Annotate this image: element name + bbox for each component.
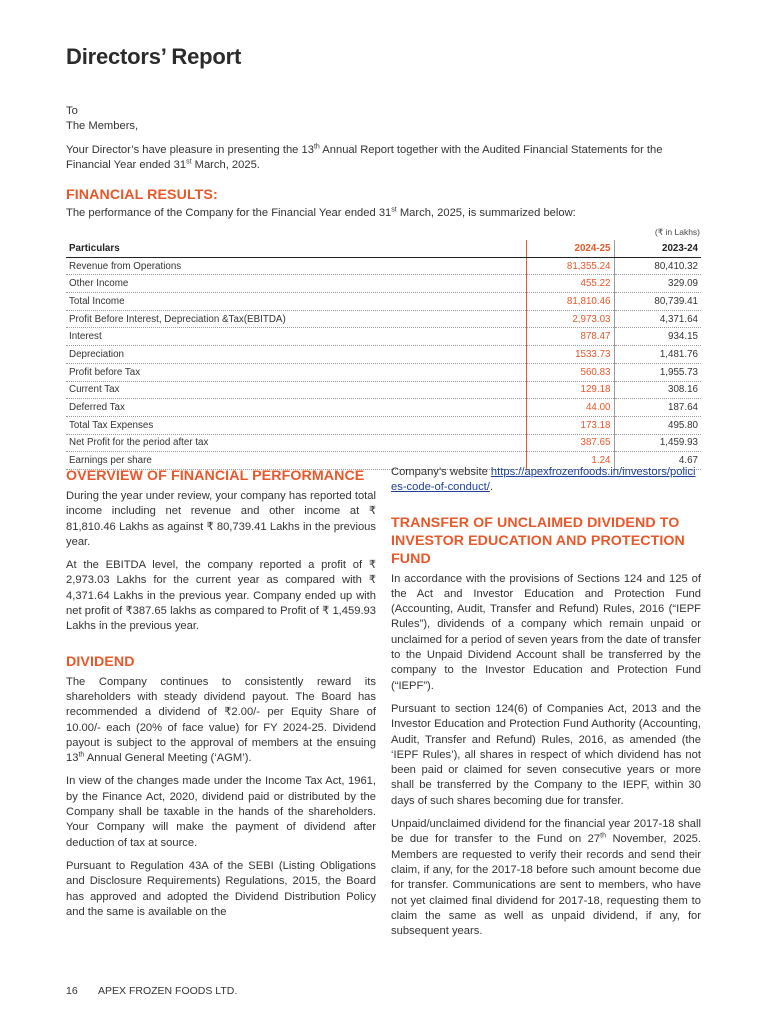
cell-particulars: Current Tax <box>66 381 526 399</box>
cell-2023-24: 329.09 <box>614 275 701 293</box>
dividend-paragraph-2: In view of the changes made under the Income Tax Act, 1961, by the Finance Act, 2020, dividend paid or distributed by the Company shall be taxable in the hands of the shareholders. Your Company will make the payment of dividend after deduction of tax at source. <box>66 775 376 849</box>
cell-2024-25: 1.24 <box>526 452 614 470</box>
financial-results-subtitle: The performance of the Company for the Financial Year ended 31st March, 2025, is summarized below: <box>66 206 576 219</box>
cell-particulars: Depreciation <box>66 346 526 364</box>
table-header-row <box>66 240 701 257</box>
cell-2023-24: 1,955.73 <box>614 363 701 381</box>
unclaimed-paragraph-2: Pursuant to section 124(6) of Companies Act, 2013 and the Investor Education and Protection Fund Authority (Accounting, Audit, Transfer and Refund) Rules, 2016, as amended (the ‘IEPF Rules’), all shares in respect of which dividend has not been paid or claimed for seven consecutive years or more shall be transferred by the Company to the IEPF, within 30 days of such shares becoming due for transfer. <box>391 702 701 807</box>
cell-particulars: Profit Before Interest, Depreciation &Tax(EBITDA) <box>66 310 526 328</box>
cell-2024-25: 44.00 <box>526 399 614 417</box>
footer-company-name: APEX FROZEN FOODS LTD. <box>98 985 238 997</box>
financial-results-table <box>66 240 701 470</box>
unclaimed-dividend-heading: TRANSFER OF UNCLAIMED DIVIDEND TO INVESTOR EDUCATION AND PROTECTION FUND <box>391 514 685 567</box>
left-column <box>66 467 376 928</box>
cell-particulars: Earnings per share <box>66 452 526 470</box>
financial-results-heading: FINANCIAL RESULTS: <box>66 187 218 203</box>
column-header-2023-24: 2023-24 <box>614 240 701 257</box>
cell-2023-24: 1,459.93 <box>614 434 701 452</box>
table-row <box>66 328 701 346</box>
table-row <box>66 275 701 293</box>
cell-2023-24: 495.80 <box>614 416 701 434</box>
salutation-members: The Members, <box>66 120 139 132</box>
unclaimed-paragraph-3: Unpaid/unclaimed dividend for the financial year 2017-18 shall be due for transfer to the Fund on 27th November, 2025. Members are requested to verify their records and send their claim, if any, for the 2017-18 before such amount become due for transfer. Communications are sent to members, who have not yet claimed final dividend for 2017-18, requesting them to claim the same as well as unpaid dividend, if any, for subsequent years. <box>391 818 701 938</box>
table-row <box>66 399 701 417</box>
right-column <box>391 465 701 947</box>
table-row <box>66 293 701 311</box>
cell-2023-24: 4.67 <box>614 452 701 470</box>
cell-particulars: Profit before Tax <box>66 363 526 381</box>
cell-2023-24: 934.15 <box>614 328 701 346</box>
table-body <box>66 257 701 469</box>
dividend-policy-continuation: Company’s website https://apexfrozenfoods.in/investors/policies-code-of-conduct/. <box>391 466 696 494</box>
dividend-paragraph-3: Pursuant to Regulation 43A of the SEBI (Listing Obligations and Disclosure Requirements) Regulations, 2015, the Board has approved and adopted the Dividend Distribution Policy and the same is available on the <box>66 859 376 918</box>
cell-2024-25: 1533.73 <box>526 346 614 364</box>
page-title: Directors’ Report <box>66 44 242 69</box>
cell-2024-25: 560.83 <box>526 363 614 381</box>
cell-2024-25: 387.65 <box>526 434 614 452</box>
cell-particulars: Deferred Tax <box>66 399 526 417</box>
intro-paragraph: Your Director’s have pleasure in presenting the 13th Annual Report together with the Audited Financial Statements for the Financial Year ended 31st March, 2025. <box>66 143 663 171</box>
cell-2024-25: 455.22 <box>526 275 614 293</box>
dividend-heading: DIVIDEND <box>66 653 135 670</box>
dividend-policy-link[interactable]: https://apexfrozenfoods.in/investors/policies-code-of-conduct/ <box>391 466 696 494</box>
cell-2023-24: 4,371.64 <box>614 310 701 328</box>
cell-2024-25: 2,973.03 <box>526 310 614 328</box>
intro-block <box>66 104 706 173</box>
cell-2024-25: 81,355.24 <box>526 257 614 275</box>
cell-particulars: Other Income <box>66 275 526 293</box>
cell-2023-24: 80,410.32 <box>614 257 701 275</box>
cell-particulars: Interest <box>66 328 526 346</box>
unclaimed-paragraph-1: In accordance with the provisions of Sections 124 and 125 of the Act and Investor Education and Protection Fund (Accounting, Audit, Transfer and Refund) Rules, 2016 (“IEPF Rules”), dividends of a company which remain unpaid or unclaimed for a period of seven years from the date of transfer to the Unpaid Dividend Account shall be transferred by the company to the Investor Education and Protection Fund (“IEPF”). <box>391 572 701 692</box>
cell-2023-24: 80,739.41 <box>614 293 701 311</box>
column-header-2024-25: 2024-25 <box>526 240 614 257</box>
cell-particulars: Total Tax Expenses <box>66 416 526 434</box>
table-row <box>66 416 701 434</box>
table-row <box>66 434 701 452</box>
table-row <box>66 381 701 399</box>
overview-paragraph-2: At the EBITDA level, the company reported a profit of ₹ 2,973.03 Lakhs for the current year as compared with ₹ 4,371.64 Lakhs in the previous year. Company ended up with net profit of ₹387.65 lakhs as compared to Profit of ₹ 1,459.93 Lakhs in the previous year. <box>66 559 376 633</box>
cell-particulars: Revenue from Operations <box>66 257 526 275</box>
cell-particulars: Total Income <box>66 293 526 311</box>
table-row <box>66 257 701 275</box>
cell-2023-24: 308.16 <box>614 381 701 399</box>
table-row <box>66 310 701 328</box>
cell-2023-24: 187.64 <box>614 399 701 417</box>
salutation-to: To <box>66 105 78 117</box>
column-header-particulars: Particulars <box>66 240 526 257</box>
cell-2024-25: 81,810.46 <box>526 293 614 311</box>
page-number: 16 <box>66 985 78 997</box>
cell-2024-25: 173.18 <box>526 416 614 434</box>
cell-particulars: Net Profit for the period after tax <box>66 434 526 452</box>
cell-2024-25: 878.47 <box>526 328 614 346</box>
page-footer <box>66 985 255 997</box>
overview-paragraph-1: During the year under review, your company has reported total income including net revenue and other income at ₹ 81,810.46 Lakhs as against ₹ 80,739.41 Lakhs in the previous year. <box>66 490 376 548</box>
table-row <box>66 346 701 364</box>
cell-2023-24: 1,481.76 <box>614 346 701 364</box>
unit-note: (₹ in Lakhs) <box>654 227 700 237</box>
dividend-paragraph-1: The Company continues to consistently reward its shareholders with steady dividend payout. The Board has recommended a dividend of ₹2.00/- per Equity Share of 10.00/- each (20% of face value) for FY 2024-25. Dividend payout is subject to the approval of members at the ensuing 13th Annual General Meeting (‘AGM’). <box>66 675 376 765</box>
overview-heading: OVERVIEW OF FINANCIAL PERFORMANCE <box>66 468 365 484</box>
table-row <box>66 363 701 381</box>
cell-2024-25: 129.18 <box>526 381 614 399</box>
